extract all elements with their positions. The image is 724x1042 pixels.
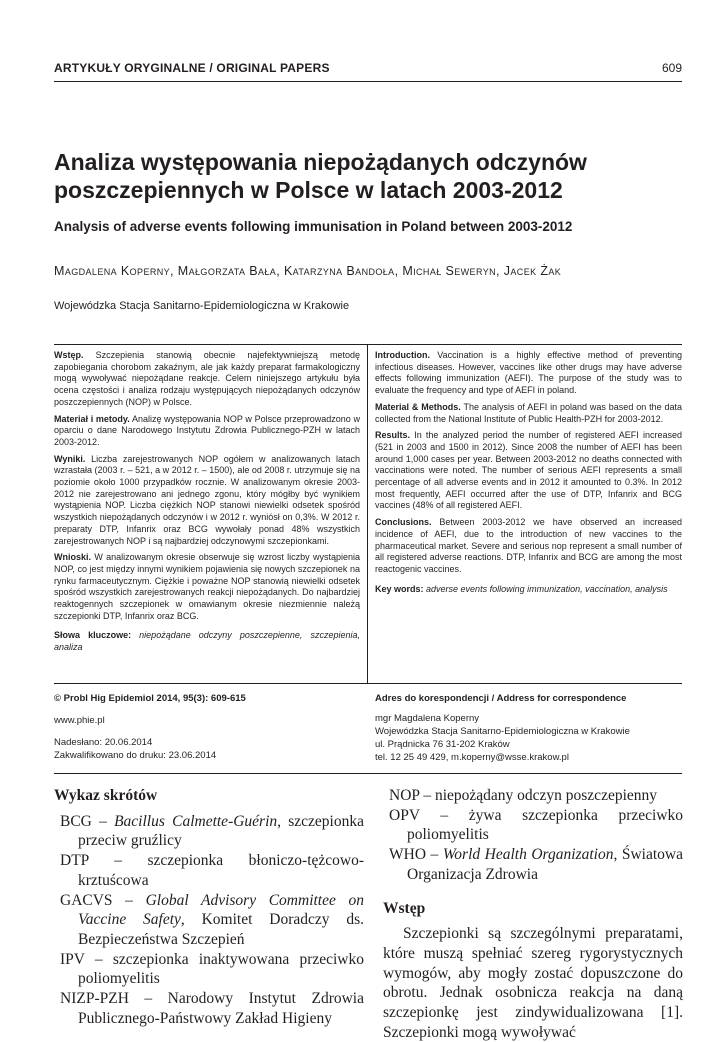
label-results: Results. (375, 430, 411, 441)
body-left-column (54, 786, 364, 1028)
header-rule (54, 81, 682, 82)
abbreviation-item: BCG – Bacillus Calmette-Guérin, szczepionka przeciw gruźlicy (60, 812, 364, 850)
abstract-pl-keywords (54, 630, 360, 653)
page-number: 609 (661, 61, 682, 75)
body-right-column (383, 786, 683, 1042)
journal-url[interactable]: www.phie.pl (54, 715, 105, 726)
correspondence-block (375, 692, 682, 764)
abstract-en-intro (375, 350, 682, 397)
text-results: In the analyzed period the number of registered AEFI increased (521 in 2003 and 1500 in 2012). Since 2008 the number of AEFI has been around 1,000 cases per year. Between 2003-2012 no deaths connected with vaccinations were noted. The number of serious AEFI represents a small percentage of all adverse events and in 2012 it amounted to 0.3%. In 2012 most frequently, AEFI occurred after the use of DTP, Infanrix and BCG vaccines (48% of all registered AEFI. (375, 430, 682, 511)
correspondence-contact[interactable]: tel. 12 25 49 429, m.koperny@wsse.krakow.pl (375, 752, 569, 763)
affiliation: Wojewódzka Stacja Sanitarno-Epidemiologiczna w Krakowie (54, 300, 350, 312)
text-methods: The analysis of AEFI in poland was based on the data collected from the National Institute of Public Health-PZH for 2003-2012. (375, 401, 683, 424)
abstract-en-conclusions (375, 517, 682, 576)
text-wnioski: W analizowanym okresie obserwuje się wzrost liczby wystąpienia NOP, co jest między innymi wynikiem pojawienia się nowych szczepionek na rynku farmaceutycznym. Ciężkie i poważne NOP stanowią niewielki odsetek spośród wszystkich zarejestrowanych reakcji niepożądanych. Do najbardziej reaktogennych szczepionek w omawianym okresie niezmiennie należą szczepionki DTP, Infanrix oraz BCG. (54, 552, 360, 621)
abbreviation-item: NOP – niepożądany odczyn poszczepienny (389, 787, 658, 804)
abbreviation-item: IPV – szczepionka inaktywowana przeciwko poliomyelitis (60, 950, 364, 988)
author-list: Magdalena Koperny, Małgorzata Bała, Katarzyna Bandoła, Michał Seweryn, Jacek Żak (54, 264, 562, 278)
accepted-date: Zakwalifikowano do druku: 23.06.2014 (54, 750, 217, 761)
article-subtitle: Analysis of adverse events following immunisation in Poland between 2003-2012 (54, 219, 573, 234)
abbreviation-item: NIZP-PZH – Narodowy Instytut Zdrowia Publicznego-Państwowy Zakład Higieny (60, 990, 364, 1027)
abstract-pl-intro (54, 350, 360, 409)
label-introduction: Introduction. (375, 350, 430, 360)
text-wstep: Szczepienia stanowią obecnie najefektywniejszą metodę zapobiegania chorobom zakaźnym, ale jak każdy preparat farmakologiczny mogą wywoływać niepożądane reakcje. Celem niniejszego artykułu była ocena częstości i analiza rodzaju występujących niepożądanych odczynów poszczepiennych (NOP) w Polsce. (54, 350, 360, 407)
text-keywords-en: adverse events following immunization, vaccination, analysis (426, 583, 668, 594)
intro-heading: Wstęp (383, 899, 426, 917)
abstract-top-rule (54, 344, 682, 345)
abbreviation-item: OPV – żywa szczepionka przeciwko poliomyelitis (389, 806, 683, 844)
abstract-english (375, 350, 682, 600)
label-conclusions: Conclusions. (375, 517, 432, 528)
running-head (54, 61, 682, 81)
label-wyniki: Wyniki. (54, 453, 86, 464)
text-metody: Analizę występowania NOP w Polsce przeprowadzono w oparciu o dane Narodowego Instytutu Zdrowia Publicznego-PZH w latach 2003-2012. (54, 413, 360, 447)
correspondence-name: mgr Magdalena Koperny (375, 713, 480, 724)
text-conclusions: Between 2003-2012 we have observed an increased incidence of AEFI, due to the introduction of new vaccines to the pharmaceutical market. Severe and serious nop represent a small number of all registered adverse reactions. DTP, Infanrix and BCG are among the most reactogenic vaccines. (375, 517, 682, 574)
text-keywords-pl: niepożądane odczyny poszczepienne, szczepienia, analiza (54, 630, 360, 653)
abstract-en-methods (375, 402, 682, 425)
text-wyniki: Liczba zarejestrowanych NOP ogółem w analizowanych latach wzrastała (2003 r. – 521, a w 2012 r. – 1500), ale od 2008 r. utrzymuje się na poziomie około 1000 przypadków rocznie. W analizowanym okresie 2003-2012 nie zarejestrowano ani jednego zgonu, który mógłby być wynikiem wystąpienia NOP. Liczba ciężkich NOP stanowi niewielki odsetek spośród wszystkich niepożądanych odczynów i w 2012 r. wyniósł on 0,3%. W 2012 r. preparaty DTP, Infanrix oraz BCG wywołały ponad 48% wszystkich zarejestrowanych NOP i są najbardziej odczynowymi szczepionkami. (54, 453, 360, 546)
abstract-pl-methods (54, 414, 360, 449)
abstract-en-keywords (375, 584, 682, 596)
label-keywords-pl: Słowa kluczowe: (54, 630, 132, 641)
abstract-en-results (375, 430, 682, 512)
abbreviation-item: GACVS – Global Advisory Committee on Vaccine Safety, Komitet Doradczy ds. Bezpieczeństwa Szczepień (60, 891, 365, 948)
body-top-rule (54, 773, 682, 774)
section-label: ARTYKUŁY ORYGINALNE / ORIGINAL PAPERS (54, 61, 330, 75)
text-introduction: Vaccination is a highly effective method of preventing infectious diseases. However, vaccines like other drugs may have adverse effects following immunization (AEFI). The purpose of the study was to evaluate the frequency and type of AEFI in poland. (375, 350, 682, 396)
abstract-divider (367, 344, 368, 683)
abstract-pl-results (54, 454, 360, 548)
correspondence-address: ul. Prądnicka 76 31-202 Kraków (375, 739, 510, 750)
correspondence-heading: Adres do korespondencji / Address for correspondence (375, 693, 627, 704)
abstract-polish (54, 350, 360, 659)
abstract-pl-conclusions (54, 552, 360, 622)
abbreviations-heading: Wykaz skrótów (54, 787, 158, 804)
submitted-date: Nadesłano: 20.06.2014 (54, 737, 153, 748)
label-metody: Materiał i metody. (54, 413, 130, 424)
citation-block (54, 692, 354, 771)
label-wstep: Wstęp. (54, 350, 84, 360)
correspondence-institution: Wojewódzka Stacja Sanitarno-Epidemiologiczna w Krakowie (375, 726, 630, 737)
label-methods: Material & Methods. (375, 401, 461, 412)
abbreviation-item: WHO – World Health Organization, Światowa Organizacja Zdrowia (389, 846, 683, 883)
article-title: Analiza występowania niepożądanych odczynów poszczepiennych w Polsce w latach 2003-2012 (54, 149, 587, 203)
intro-paragraph: Szczepionki są szczególnymi preparatami, które muszą spełniać szereg rygorystycznych wymogów, aby mogły zostać dopuszczone do obrotu. Jednak osobnicza reakcja na daną szczepionkę jest zindywidualizowana [1]. Szczepionki mogą wywoływać (383, 925, 683, 1041)
abstract-bottom-rule (54, 683, 682, 684)
abbreviation-item: DTP – szczepionka błoniczo-tężcowo-krztuścowa (60, 852, 364, 889)
journal-citation: © Probl Hig Epidemiol 2014, 95(3): 609-615 (54, 693, 246, 704)
label-wnioski: Wnioski. (54, 552, 92, 563)
label-keywords-en: Key words: (375, 583, 424, 594)
